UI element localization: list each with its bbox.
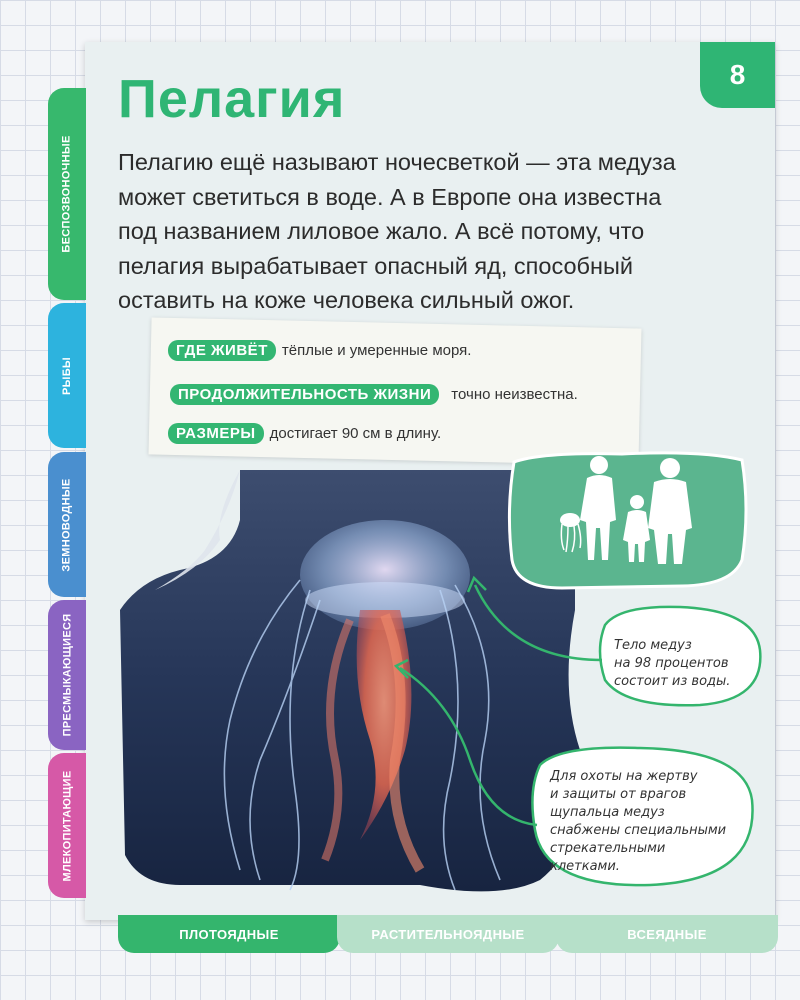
note-line: состоит из воды.	[614, 674, 731, 689]
size-label: РАЗМЕРЫ	[168, 423, 264, 444]
page-title: Пелагия	[118, 69, 346, 129]
side-tab-label: БЕСПОЗВОНОЧНЫЕ	[61, 135, 73, 253]
description-line: пелагия вырабатывает опасный яд, способный	[118, 252, 633, 279]
note-line: Тело медуз	[614, 638, 692, 653]
note-stinging-cells	[550, 768, 730, 876]
note-line: снабжены специальными	[550, 823, 727, 838]
size-value: достигает 90 см в длину.	[269, 425, 442, 442]
note-line: Для охоты на жертву	[550, 769, 698, 784]
note-line: на 98 процентов	[614, 656, 729, 671]
side-tab-label: МЛЕКОПИТАЮЩИЕ	[61, 770, 73, 881]
habitat-value: тёплые и умеренные моря.	[281, 342, 472, 359]
tab-omnivores[interactable]: ВСЕЯДНЫЕ	[556, 915, 778, 953]
note-line: стрекательными	[550, 841, 666, 856]
tab-carnivores[interactable]: ПЛОТОЯДНЫЕ	[118, 915, 340, 953]
page-number: 8	[700, 42, 775, 108]
habitat-label: ГДЕ ЖИВЁТ	[168, 340, 276, 361]
description-line: Пелагию ещё называют ночесветкой — эта медуза	[118, 149, 676, 175]
lifespan-value: точно неизвестна.	[451, 386, 578, 403]
description-line: может светиться в воде. А в Европе она известна	[118, 183, 662, 210]
side-tab-label: ПРЕСМЫКАЮЩИЕСЯ	[61, 613, 74, 737]
description-line: под названием лиловое жало. А всё потому, что	[118, 218, 645, 244]
note-line: и защиты от врагов	[550, 787, 687, 802]
lifespan-label: ПРОДОЛЖИТЕЛЬНОСТЬ ЖИЗНИ	[170, 384, 439, 405]
note-line: клетками.	[550, 859, 620, 874]
tab-herbivores[interactable]: РАСТИТЕЛЬНОЯДНЫЕ	[337, 915, 559, 953]
arrow-icon	[400, 668, 537, 825]
side-tab-label: РЫБЫ	[60, 356, 73, 395]
note-water-content	[614, 637, 754, 691]
side-tab-label: ЗЕМНОВОДНЫЕ	[61, 477, 74, 572]
description-line: оставить на коже человека сильный ожог.	[118, 287, 575, 313]
arrow-icon	[475, 585, 602, 660]
note-line: щупальца медуз	[550, 805, 665, 820]
